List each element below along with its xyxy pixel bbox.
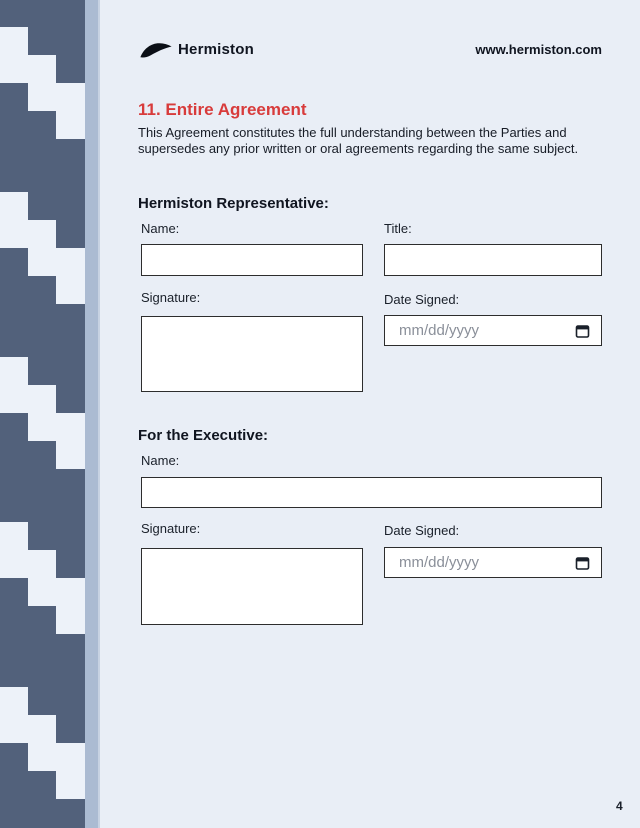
representative-heading: Hermiston Representative: xyxy=(138,195,329,212)
representative-title-label: Title: xyxy=(384,221,412,236)
executive-name-label: Name: xyxy=(141,453,180,468)
section-body-text: This Agreement constitutes the full understanding between the Parties and supersedes any prior written or oral agreements regarding the same subject. xyxy=(138,125,579,156)
sidebar-decoration xyxy=(0,0,100,828)
executive-heading: For the Executive: xyxy=(138,427,269,444)
representative-signature-label: Signature: xyxy=(141,290,201,305)
representative-name-label: Name: xyxy=(141,221,180,236)
brand-logo-icon xyxy=(140,40,172,61)
representative-date-field xyxy=(384,315,602,346)
executive-date-label: Date Signed: xyxy=(384,523,460,538)
representative-name-input[interactable] xyxy=(141,244,363,276)
executive-name-input[interactable] xyxy=(141,477,602,508)
calendar-icon[interactable] xyxy=(575,555,590,570)
representative-date-label: Date Signed: xyxy=(384,292,460,307)
brand-name: Hermiston xyxy=(178,41,254,58)
executive-signature-field[interactable] xyxy=(141,548,363,625)
staircase-pattern-icon xyxy=(0,0,85,828)
website-url: www.hermiston.com xyxy=(475,42,602,57)
executive-date-field xyxy=(384,547,602,578)
representative-title-input[interactable] xyxy=(384,244,602,276)
sidebar-strip xyxy=(85,0,100,828)
executive-signature-label: Signature: xyxy=(141,521,201,536)
representative-date-input[interactable] xyxy=(385,316,601,345)
section-title: 11. Entire Agreement xyxy=(138,100,307,119)
page-number: 4 xyxy=(616,799,623,813)
calendar-icon[interactable] xyxy=(575,323,590,338)
executive-date-input[interactable] xyxy=(385,548,601,577)
representative-signature-field[interactable] xyxy=(141,316,363,392)
